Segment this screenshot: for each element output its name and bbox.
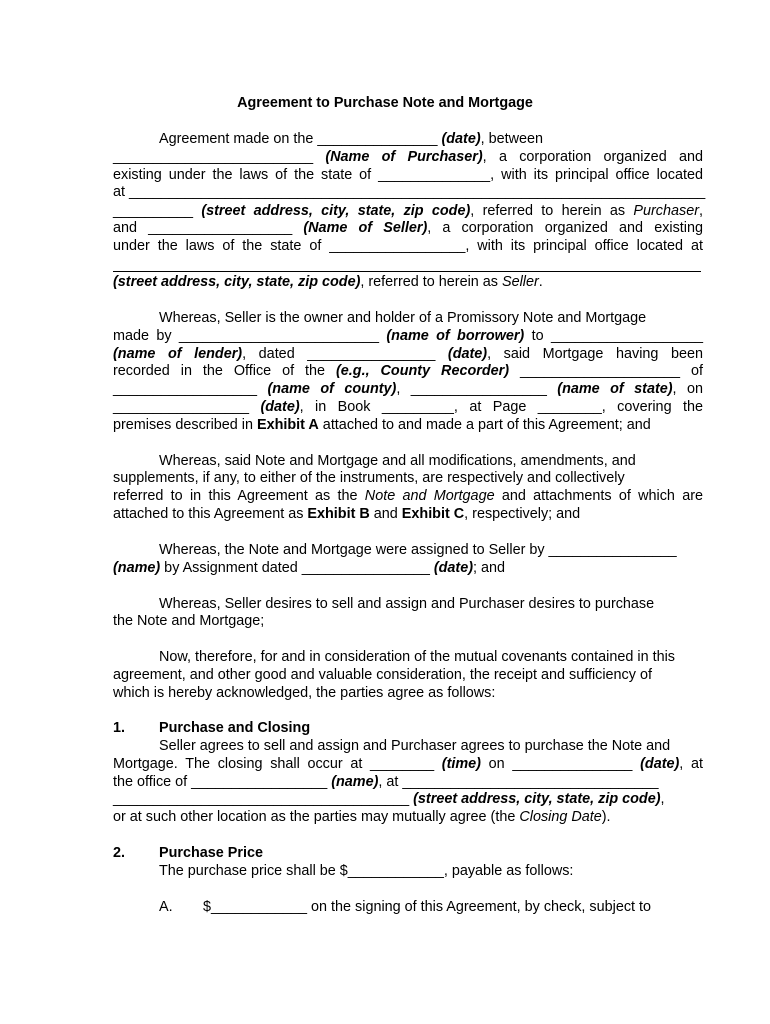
text: attached to this Agreement as	[113, 506, 308, 522]
placeholder-name: (name)	[113, 560, 161, 576]
whereas3-line-1: Whereas, the Note and Mortgage were assigned to Seller by ________________	[159, 542, 677, 558]
preamble-line-9	[113, 273, 703, 291]
text: , said Mortgage having been	[487, 346, 704, 362]
section1-line-4	[113, 790, 703, 808]
item-a-text: $____________ on the signing of this Agreement, by check, subject to	[203, 899, 652, 915]
text: ).	[601, 809, 611, 825]
whereas3-line-2	[113, 559, 703, 577]
section-2-heading-row	[113, 844, 703, 862]
text: or at such other location as the parties may mutually agree (the	[113, 809, 520, 825]
text: ; and	[473, 560, 506, 576]
text: , a corporation organized and existing	[427, 220, 704, 236]
text: , referred to herein as	[360, 274, 502, 290]
placeholder-borrower: (name of borrower)	[386, 328, 525, 344]
section1-line-1: Seller agrees to sell and assign and Purchaser agrees to purchase the Note and	[159, 738, 671, 754]
placeholder-purchaser-name: (Name of Purchaser)	[325, 149, 483, 165]
placeholder-address: (street address, city, state, zip code)	[201, 203, 471, 219]
text: Agreement made on the _______________	[159, 131, 442, 147]
placeholder-date: (date)	[640, 756, 680, 772]
now-therefore-line-2: agreement, and other good and valuable consideration, the receipt and sufficiency of	[113, 667, 652, 683]
exhibit-reference: Exhibit C	[401, 506, 465, 522]
text: Mortgage. The closing shall occur at ________	[113, 756, 442, 772]
whereas2-line-2: supplements, if any, to either of the instruments, are respectively and collectively	[113, 470, 625, 486]
section-2-number: 2.	[113, 845, 126, 861]
document-title: Agreement to Purchase Note and Mortgage	[237, 95, 533, 111]
text: __________	[113, 203, 202, 219]
blank-rule-line	[113, 271, 701, 272]
text: , referred to herein as	[470, 203, 634, 219]
placeholder-seller-name: (Name of Seller)	[303, 220, 428, 236]
text: ____________________ of	[509, 363, 703, 379]
section-1-heading-row	[113, 719, 703, 737]
preamble-line-4: at ________________________________________________________________________	[113, 184, 706, 200]
text: ,	[699, 203, 703, 219]
exhibit-reference: Exhibit B	[307, 506, 370, 522]
section-1-number: 1.	[113, 720, 126, 736]
section1-line-2	[113, 755, 703, 773]
whereas2-line-4	[113, 505, 703, 523]
text: and __________________	[113, 220, 304, 236]
placeholder-lender: (name of lender)	[113, 346, 243, 362]
text: , a corporation organized and	[482, 149, 703, 165]
preamble-line-1	[159, 130, 703, 148]
text: by Assignment dated ________________	[160, 560, 434, 576]
whereas1-line-2	[113, 327, 703, 345]
exhibit-reference: Exhibit A	[256, 417, 319, 433]
section2-line-1: The purchase price shall be $____________, payable as follows:	[159, 863, 574, 879]
placeholder-date: (date)	[433, 560, 474, 576]
preamble-line-7: under the laws of the state of _________________, with its principal office located at	[113, 238, 703, 254]
placeholder-date: (date)	[260, 399, 300, 415]
whereas1-line-6	[113, 398, 703, 416]
placeholder-county: (name of county)	[267, 381, 397, 397]
whereas2-line-3	[113, 487, 703, 505]
text: attached to and made a part of this Agreement; and	[318, 417, 651, 433]
text: __________________	[113, 381, 268, 397]
text: and	[369, 506, 402, 522]
defined-term: Purchaser	[633, 203, 699, 219]
text: , respectively; and	[464, 506, 581, 522]
text: ,	[660, 791, 665, 807]
defined-term: Closing Date	[519, 809, 602, 825]
whereas1-line-7	[113, 416, 703, 434]
text: _____________________________________	[113, 791, 414, 807]
text: on _______________	[480, 756, 641, 772]
item-a-label: A.	[159, 899, 173, 915]
placeholder-date: (date)	[447, 346, 488, 362]
section-1-heading: Purchase and Closing	[159, 720, 311, 736]
placeholder-date: (date)	[441, 131, 481, 147]
whereas1-line-3	[113, 345, 703, 363]
whereas1-line-5	[113, 380, 703, 398]
whereas1-line-1: Whereas, Seller is the owner and holder of a Promissory Note and Mortgage	[159, 310, 647, 326]
text: and attachments of which are	[494, 488, 704, 504]
preamble-line-5	[113, 202, 703, 220]
text: made by _________________________	[113, 328, 387, 344]
placeholder-address: (street address, city, state, zip code)	[113, 274, 361, 290]
text: .	[538, 274, 543, 290]
text: , at ________________________________	[378, 774, 659, 790]
now-therefore-line-1: Now, therefore, for and in consideration of the mutual covenants contained in this	[159, 649, 675, 665]
text: _________________________	[113, 149, 326, 165]
text: , between	[480, 131, 544, 147]
text: premises described in	[113, 417, 257, 433]
text: , dated ________________	[242, 346, 448, 362]
section-2-heading: Purchase Price	[159, 845, 263, 861]
placeholder-time: (time)	[441, 756, 481, 772]
preamble-line-6	[113, 219, 703, 237]
text: _________________	[113, 399, 261, 415]
whereas4-line-2: the Note and Mortgage;	[113, 613, 265, 629]
whereas2-line-1: Whereas, said Note and Mortgage and all modifications, amendments, and	[159, 453, 636, 469]
whereas4-line-1: Whereas, Seller desires to sell and assign and Purchaser desires to purchase	[159, 596, 655, 612]
now-therefore-line-3: which is hereby acknowledged, the parties agree as follows:	[113, 685, 496, 701]
preamble-line-2	[113, 148, 703, 166]
section1-line-3	[113, 773, 703, 791]
defined-term: Note and Mortgage	[364, 488, 495, 504]
text: to ___________________	[524, 328, 704, 344]
whereas1-line-4	[113, 362, 703, 380]
text: , at	[679, 756, 703, 772]
text: , on	[672, 381, 703, 397]
defined-term: Seller	[501, 274, 539, 290]
placeholder-address: (street address, city, state, zip code)	[413, 791, 661, 807]
placeholder-state: (name of state)	[557, 381, 673, 397]
text: , in Book _________, at Page ________, covering the	[299, 399, 703, 415]
text: recorded in the Office of the	[113, 363, 337, 379]
text: , _________________	[396, 381, 558, 397]
text: the office of _________________	[113, 774, 332, 790]
placeholder-office: (e.g., County Recorder)	[336, 363, 510, 379]
text: referred to in this Agreement as the	[113, 488, 365, 504]
section1-line-5	[113, 808, 703, 826]
preamble-line-3: existing under the laws of the state of ______________, with its principal office located	[113, 167, 703, 183]
section2-item-a	[113, 898, 703, 916]
placeholder-name: (name)	[331, 774, 379, 790]
